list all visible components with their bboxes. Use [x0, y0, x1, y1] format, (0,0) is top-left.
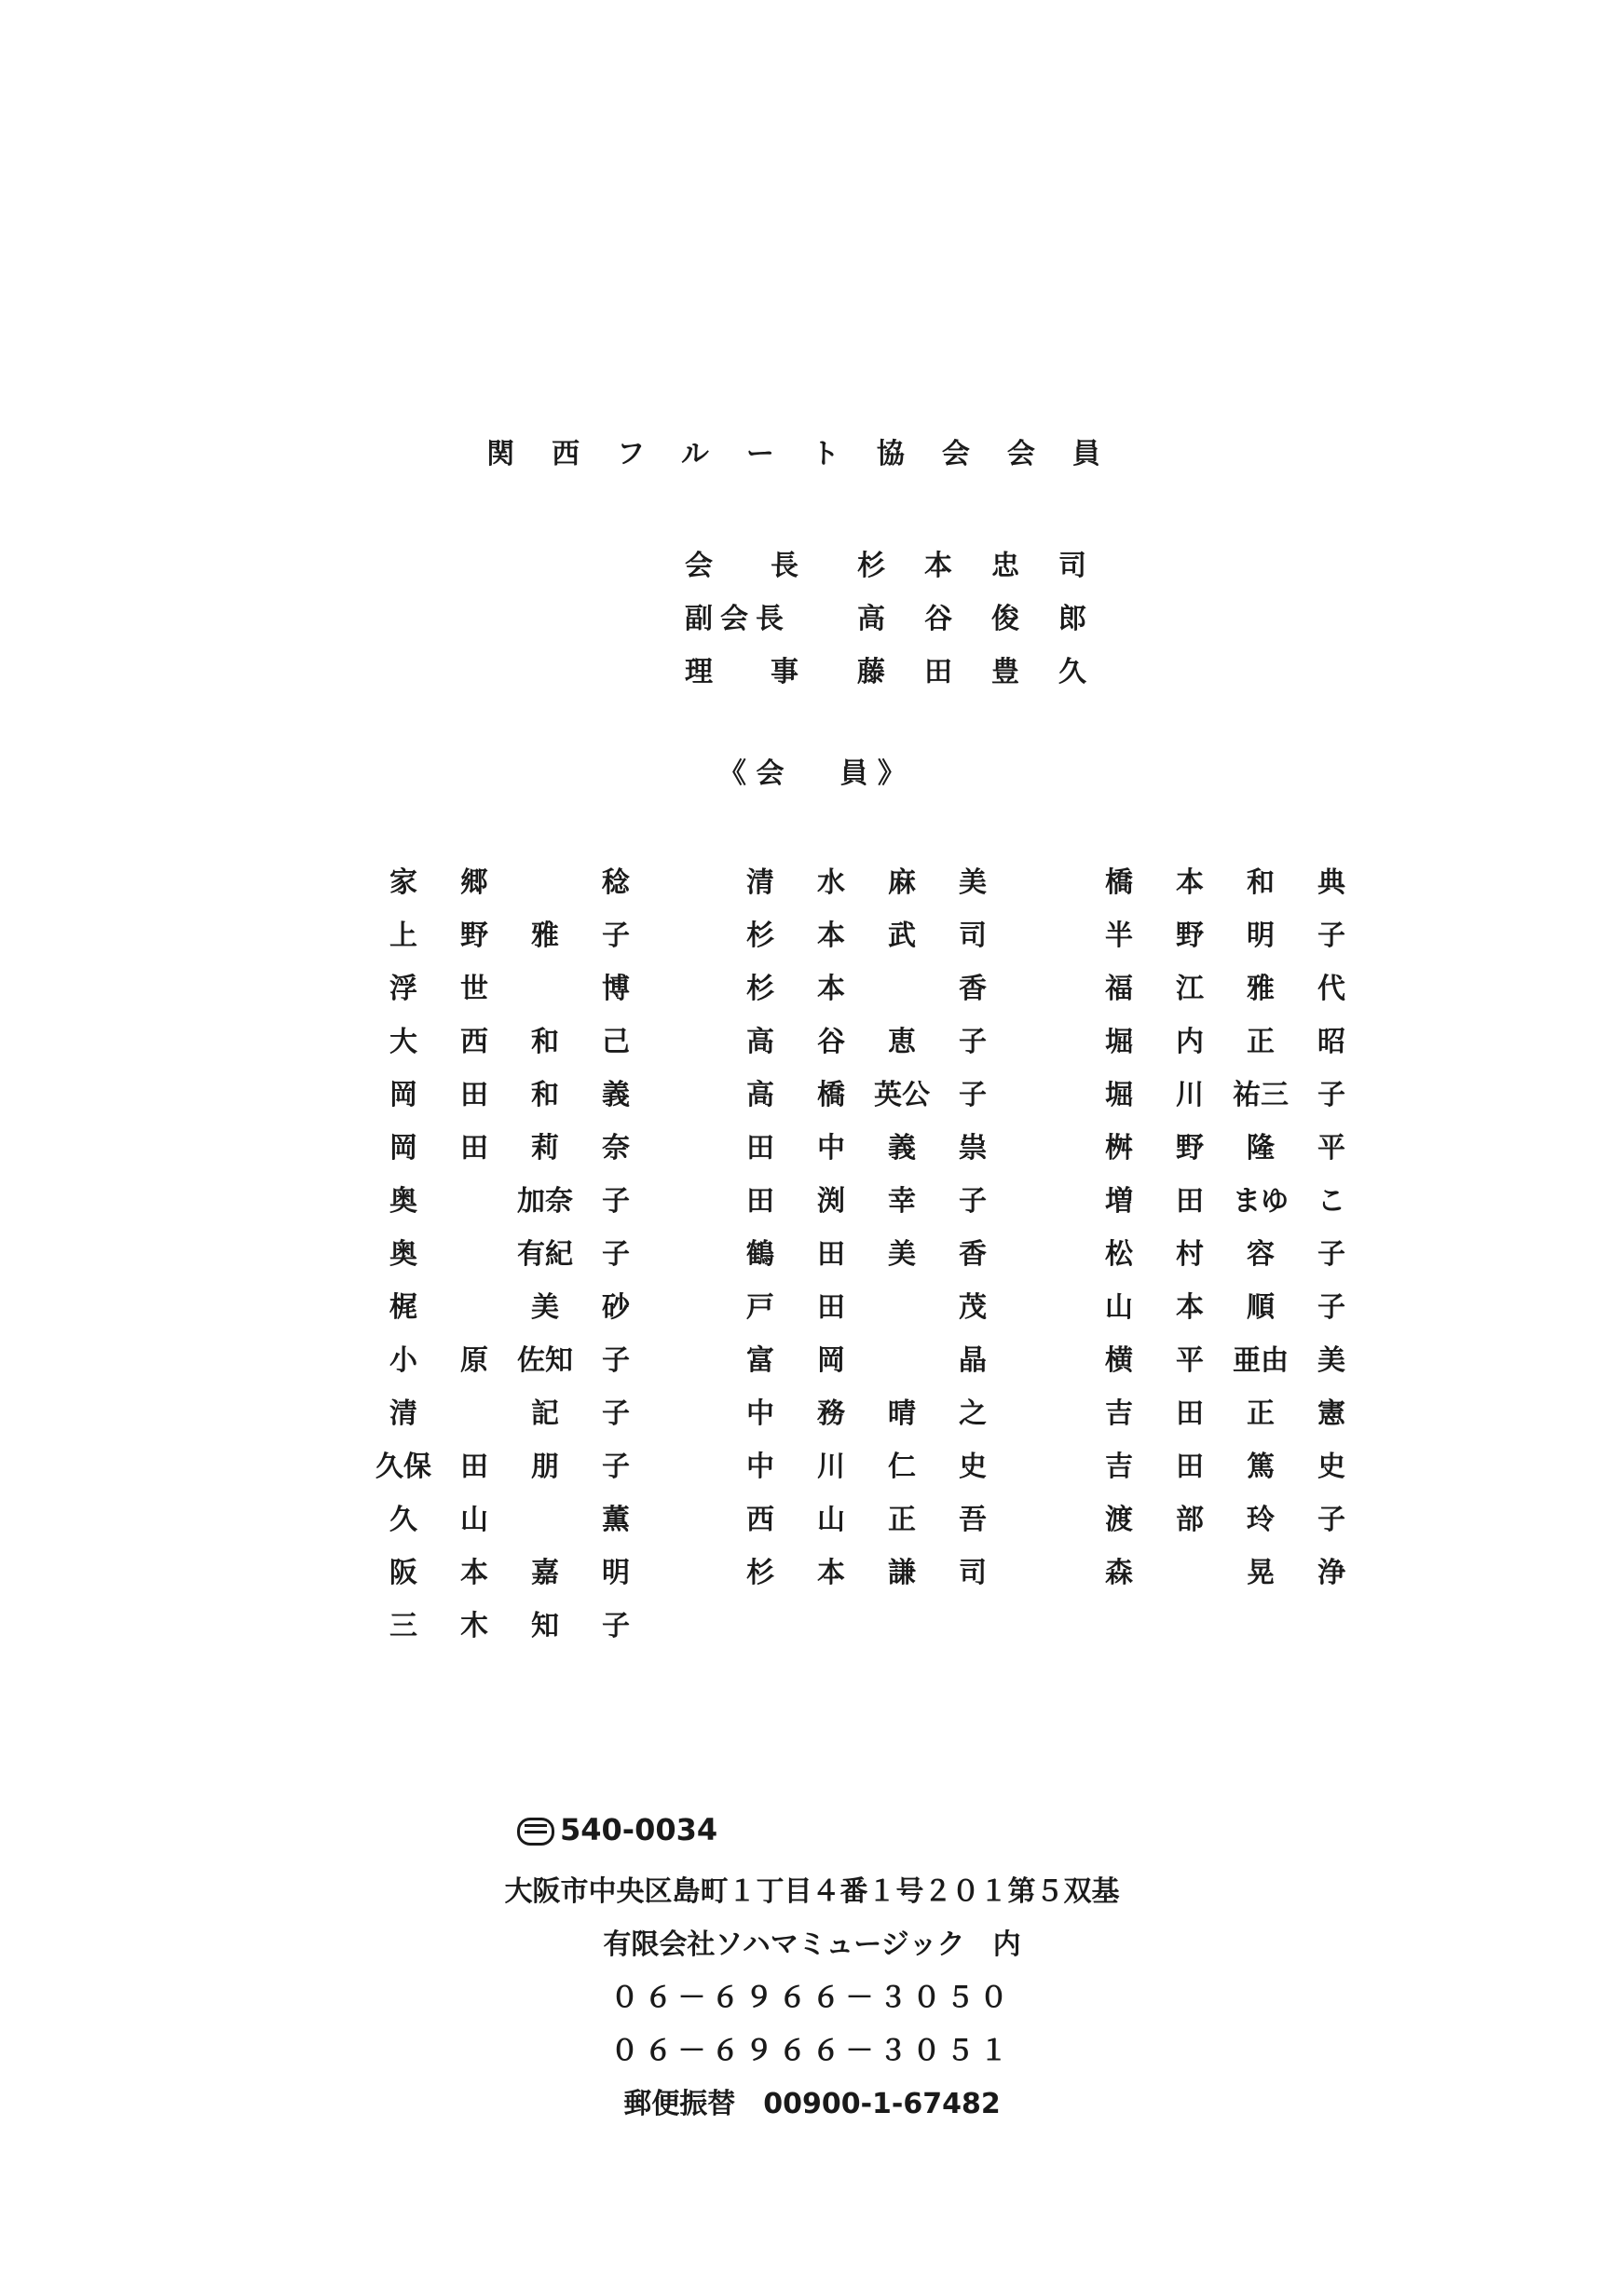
member-name-part: 高: [746, 1025, 774, 1058]
member-name-part: 美: [959, 865, 987, 899]
member-name-part: 田: [746, 1131, 774, 1165]
member-name-part: 子: [959, 1078, 987, 1111]
member-name-part: 江: [1176, 972, 1204, 1005]
member-name-part: 水: [817, 865, 845, 899]
member-name-part: 久: [389, 1503, 417, 1536]
officer-name-char: 本: [924, 549, 952, 582]
officer-name: [857, 595, 1086, 636]
member-name: [1084, 852, 1367, 906]
member-name-part: 亜由: [1233, 1343, 1289, 1377]
footer-contact: [0, 1812, 1624, 2131]
officer-name-char: 高: [857, 602, 885, 635]
officer-name-char: 司: [1058, 549, 1086, 582]
member-name: [368, 1383, 651, 1437]
officer-name-char: 久: [1058, 655, 1086, 688]
member-name-part: 橋: [817, 1078, 845, 1111]
member-name: [725, 1490, 1008, 1543]
member-name-part: 明: [1247, 919, 1275, 952]
member-name-part: 中: [746, 1450, 774, 1483]
member-name-part: 雅: [1247, 972, 1275, 1005]
member-name-part: 清: [746, 865, 774, 899]
member-name-part: 博: [602, 972, 630, 1005]
officer-name-char: 杉: [857, 549, 885, 582]
member-name-part: 本: [1176, 865, 1204, 899]
member-name: [368, 1330, 651, 1383]
member-name-part: 代: [1317, 972, 1345, 1005]
member-name-part: 杉: [746, 919, 774, 952]
member-name-part: 正: [1247, 1397, 1275, 1430]
member-name-part: 有紀: [517, 1237, 573, 1271]
member-name: [1084, 1012, 1367, 1065]
officer-name-char: 田: [924, 655, 952, 688]
member-name-part: 奥: [389, 1237, 417, 1271]
member-name-part: 内: [1176, 1025, 1204, 1058]
member-name-part: 清: [389, 1397, 417, 1430]
member-name: [368, 1490, 651, 1543]
member-name-part: 村: [1176, 1237, 1204, 1271]
member-name-part: 茂: [959, 1290, 987, 1324]
member-name: [1084, 1543, 1367, 1596]
officer-name-char: 谷: [924, 602, 952, 635]
member-name-part: 和: [531, 1025, 559, 1058]
member-name-part: 山: [1105, 1290, 1133, 1324]
member-name-part: 朋: [531, 1450, 559, 1483]
postal-mark-icon: [517, 1818, 554, 1846]
member-name-part: 本: [817, 1556, 845, 1589]
member-name-part: 和: [1247, 865, 1275, 899]
member-name: [725, 1224, 1008, 1277]
member-name-part: 仁: [888, 1450, 916, 1483]
member-name-part: 砂: [602, 1290, 630, 1324]
member-name-part: 浄: [1317, 1556, 1345, 1589]
member-name-part: 麻: [888, 865, 916, 899]
member-name: [368, 1437, 651, 1490]
member-name-part: 吉: [1105, 1397, 1133, 1430]
member-name-part: 子: [602, 1397, 630, 1430]
member-name-part: 子: [959, 1025, 987, 1058]
member-name: [1084, 1118, 1367, 1171]
member-name: [725, 1383, 1008, 1437]
page-title: 関西フルート協会会員: [486, 438, 1138, 470]
company-name: 有限会社ソハマミュージック 内: [603, 1928, 1021, 1961]
member-name-part: 容: [1247, 1237, 1275, 1271]
members-heading: 《 会 員 》: [718, 757, 906, 790]
member-name-part: 木: [460, 1609, 488, 1642]
member-name-part: 松: [1105, 1237, 1133, 1271]
member-name-part: 平: [1176, 1343, 1204, 1377]
member-name-part: 増: [1105, 1184, 1133, 1218]
member-name-part: 恵: [888, 1025, 916, 1058]
address: 大阪市中央区島町１丁目４番１号２０１第５双基: [504, 1875, 1120, 1908]
members-column-1: [368, 852, 651, 1649]
officer-name-char: 忠: [991, 549, 1019, 582]
officer-row: [685, 642, 1086, 695]
member-name: [1084, 1171, 1367, 1224]
member-name: [725, 1330, 1008, 1383]
member-name-part: 子: [1317, 1290, 1345, 1324]
member-name-part: 美: [531, 1290, 559, 1324]
member-name: [368, 852, 651, 906]
member-name: [368, 1596, 651, 1649]
member-name: [725, 852, 1008, 906]
member-name-part: 薫: [602, 1503, 630, 1536]
member-name: [368, 959, 651, 1012]
officer-role: 副会長: [685, 602, 791, 635]
member-name-part: 美: [1317, 1343, 1345, 1377]
member-name-part: 子: [959, 1184, 987, 1218]
member-name: [725, 1171, 1008, 1224]
member-name: [725, 1065, 1008, 1118]
member-name-part: 横: [1105, 1343, 1133, 1377]
member-name: [725, 1012, 1008, 1065]
member-name-part: 莉: [531, 1131, 559, 1165]
member-name-part: 高: [746, 1078, 774, 1111]
member-name-part: 篤: [1247, 1450, 1275, 1483]
member-name-part: 阪: [389, 1556, 417, 1589]
member-name-part: 久保: [375, 1450, 431, 1483]
officer-role: 会長: [685, 549, 856, 582]
postal-code: [517, 1812, 717, 1847]
member-name-part: 玲: [1247, 1503, 1275, 1536]
member-name-part: 史: [1317, 1450, 1345, 1483]
officer-row: [685, 536, 1086, 589]
member-name-part: 本: [817, 972, 845, 1005]
member-name-part: 浮: [389, 972, 417, 1005]
member-name-part: 美: [888, 1237, 916, 1271]
officer-name-char: 郎: [1058, 602, 1086, 635]
officer-name: [857, 648, 1086, 689]
member-name-part: 桝: [1105, 1131, 1133, 1165]
member-name-part: 田: [817, 1290, 845, 1324]
member-name-part: 川: [817, 1450, 845, 1483]
member-name-part: 野: [460, 919, 488, 952]
officers-list: [685, 536, 1086, 695]
member-name-part: 堀: [1105, 1025, 1133, 1058]
member-name: [1084, 1224, 1367, 1277]
member-name-part: 幸: [888, 1184, 916, 1218]
fax-number: ０６－６９６６－３０５１: [610, 2035, 1014, 2067]
member-name-part: 山: [817, 1503, 845, 1536]
member-name-part: 本: [1176, 1290, 1204, 1324]
member-name-part: 杉: [746, 972, 774, 1005]
member-name: [1084, 1383, 1367, 1437]
member-name-part: 堀: [1105, 1078, 1133, 1111]
member-name-part: 田: [1176, 1184, 1204, 1218]
member-name-part: 子: [602, 1184, 630, 1218]
member-name-part: 半: [1105, 919, 1133, 952]
member-name-part: 昭: [1317, 1025, 1345, 1058]
member-name-part: 世: [460, 972, 488, 1005]
member-name-part: 山: [460, 1503, 488, 1536]
member-name-part: 務: [817, 1397, 845, 1430]
member-name-part: 橋: [1105, 865, 1133, 899]
member-name-part: 史: [959, 1450, 987, 1483]
officer-role: 理事: [685, 655, 856, 688]
postal-transfer: 郵便振替 00900-1-67482: [623, 2088, 1001, 2120]
officer-name-char: 藤: [857, 655, 885, 688]
member-name: [368, 1012, 651, 1065]
member-name-part: 吉: [1105, 1450, 1133, 1483]
member-name-part: 大: [389, 1025, 417, 1058]
member-name-part: 晶: [959, 1343, 987, 1377]
member-name-part: 子: [602, 1343, 630, 1377]
member-name-part: 西: [746, 1503, 774, 1536]
member-name-part: 部: [1176, 1503, 1204, 1536]
member-name-part: 小: [389, 1343, 417, 1377]
member-name-part: 奥: [389, 1184, 417, 1218]
member-name: [368, 1277, 651, 1330]
member-name: [1084, 1437, 1367, 1490]
member-name: [1084, 1065, 1367, 1118]
member-name-part: 原: [460, 1343, 488, 1377]
member-name-part: 本: [817, 919, 845, 952]
member-name-part: こ: [1317, 1184, 1345, 1218]
member-name-part: 田: [1176, 1397, 1204, 1430]
member-name-part: 川: [1176, 1078, 1204, 1111]
member-name-part: 鶴: [746, 1237, 774, 1271]
member-name-part: 田: [460, 1078, 488, 1111]
officer-name-char: 俊: [991, 602, 1019, 635]
members-column-3: [1084, 852, 1367, 1596]
member-name-part: 三: [389, 1609, 417, 1642]
member-name-part: 田: [817, 1237, 845, 1271]
postal-code-text: 540-0034: [560, 1812, 718, 1847]
member-name-part: 嘉: [531, 1556, 559, 1589]
member-name-part: 香: [959, 972, 987, 1005]
member-name-part: 田: [460, 1131, 488, 1165]
member-name-part: 晃: [1247, 1556, 1275, 1589]
member-name-part: 子: [602, 1450, 630, 1483]
member-name-part: 岡: [389, 1078, 417, 1111]
member-name-part: 田: [746, 1184, 774, 1218]
member-name-part: 和: [531, 1078, 559, 1111]
member-name-part: まゆ: [1233, 1184, 1289, 1218]
member-name-part: 己: [602, 1025, 630, 1058]
member-name-part: 野: [1176, 919, 1204, 952]
member-name-part: 知: [531, 1609, 559, 1642]
member-name-part: 吾: [959, 1503, 987, 1536]
member-name-part: 岡: [817, 1343, 845, 1377]
member-name: [725, 1543, 1008, 1596]
member-name-part: 隆: [1247, 1131, 1275, 1165]
member-name-part: 正: [1247, 1025, 1275, 1058]
member-name-part: 憲: [1317, 1397, 1345, 1430]
member-name-part: 岡: [389, 1131, 417, 1165]
member-name: [1084, 1277, 1367, 1330]
member-name: [368, 1224, 651, 1277]
member-name-part: 田: [1176, 1450, 1204, 1483]
member-name-part: 奈: [602, 1131, 630, 1165]
member-name-part: 子: [1317, 1078, 1345, 1111]
member-name-part: 子: [602, 1237, 630, 1271]
member-name-part: 子: [1317, 919, 1345, 952]
phone-number: ０６－６９６６－３０５０: [610, 1982, 1014, 2014]
member-name-part: 平: [1317, 1131, 1345, 1165]
member-name-part: 森: [1105, 1556, 1133, 1589]
member-name-part: 杉: [746, 1556, 774, 1589]
members-column-2: [725, 852, 1008, 1596]
member-name-part: 子: [1317, 1503, 1345, 1536]
member-name-part: 渡: [1105, 1503, 1133, 1536]
member-name-part: 福: [1105, 972, 1133, 1005]
member-name: [368, 1065, 651, 1118]
officer-name: [857, 542, 1086, 583]
member-name: [725, 1277, 1008, 1330]
member-name-part: 上: [389, 919, 417, 952]
member-name: [725, 959, 1008, 1012]
member-name-part: 香: [959, 1237, 987, 1271]
member-name: [368, 1171, 651, 1224]
member-name-part: 野: [1176, 1131, 1204, 1165]
member-name-part: 加奈: [517, 1184, 573, 1218]
member-name: [1084, 1490, 1367, 1543]
member-name-part: 司: [959, 1556, 987, 1589]
member-name-part: 順: [1247, 1290, 1275, 1324]
member-name-part: 田: [460, 1450, 488, 1483]
member-name: [368, 1543, 651, 1596]
member-name-part: 子: [602, 1609, 630, 1642]
member-name: [368, 1118, 651, 1171]
member-name-part: 家: [389, 865, 417, 899]
member-name-part: 中: [817, 1131, 845, 1165]
member-name-part: 佐知: [517, 1343, 573, 1377]
member-name: [1084, 906, 1367, 959]
member-name-part: 谷: [817, 1025, 845, 1058]
member-name-part: 司: [959, 919, 987, 952]
member-name-part: 謙: [888, 1556, 916, 1589]
member-name-part: 之: [959, 1397, 987, 1430]
member-name-part: 梶: [389, 1290, 417, 1324]
member-name-part: 祐三: [1233, 1078, 1289, 1111]
member-name-part: 西: [460, 1025, 488, 1058]
member-name-part: 本: [460, 1556, 488, 1589]
member-name-part: 郷: [460, 865, 488, 899]
member-name-part: 戸: [746, 1290, 774, 1324]
member-name: [725, 1118, 1008, 1171]
member-name-part: 明: [602, 1556, 630, 1589]
member-name-part: 記: [531, 1397, 559, 1430]
member-name-part: 稔: [602, 865, 630, 899]
member-name-part: 祟: [959, 1131, 987, 1165]
member-name: [1084, 959, 1367, 1012]
member-name-part: 子: [602, 919, 630, 952]
member-name-part: 富: [746, 1343, 774, 1377]
member-name: [725, 906, 1008, 959]
member-name: [725, 1437, 1008, 1490]
member-name: [1084, 1330, 1367, 1383]
member-name-part: 正: [888, 1503, 916, 1536]
member-name-part: 渕: [817, 1184, 845, 1218]
member-name-part: 義: [888, 1131, 916, 1165]
member-name-part: 英公: [874, 1078, 930, 1111]
member-name-part: 雅: [531, 919, 559, 952]
member-name-part: 晴: [888, 1397, 916, 1430]
member-name-part: 中: [746, 1397, 774, 1430]
member-name: [368, 906, 651, 959]
member-name-part: 典: [1317, 865, 1345, 899]
member-name-part: 義: [602, 1078, 630, 1111]
officer-row: [685, 589, 1086, 642]
member-name-part: 子: [1317, 1237, 1345, 1271]
member-name-part: 武: [888, 919, 916, 952]
officer-name-char: 豊: [991, 655, 1019, 688]
